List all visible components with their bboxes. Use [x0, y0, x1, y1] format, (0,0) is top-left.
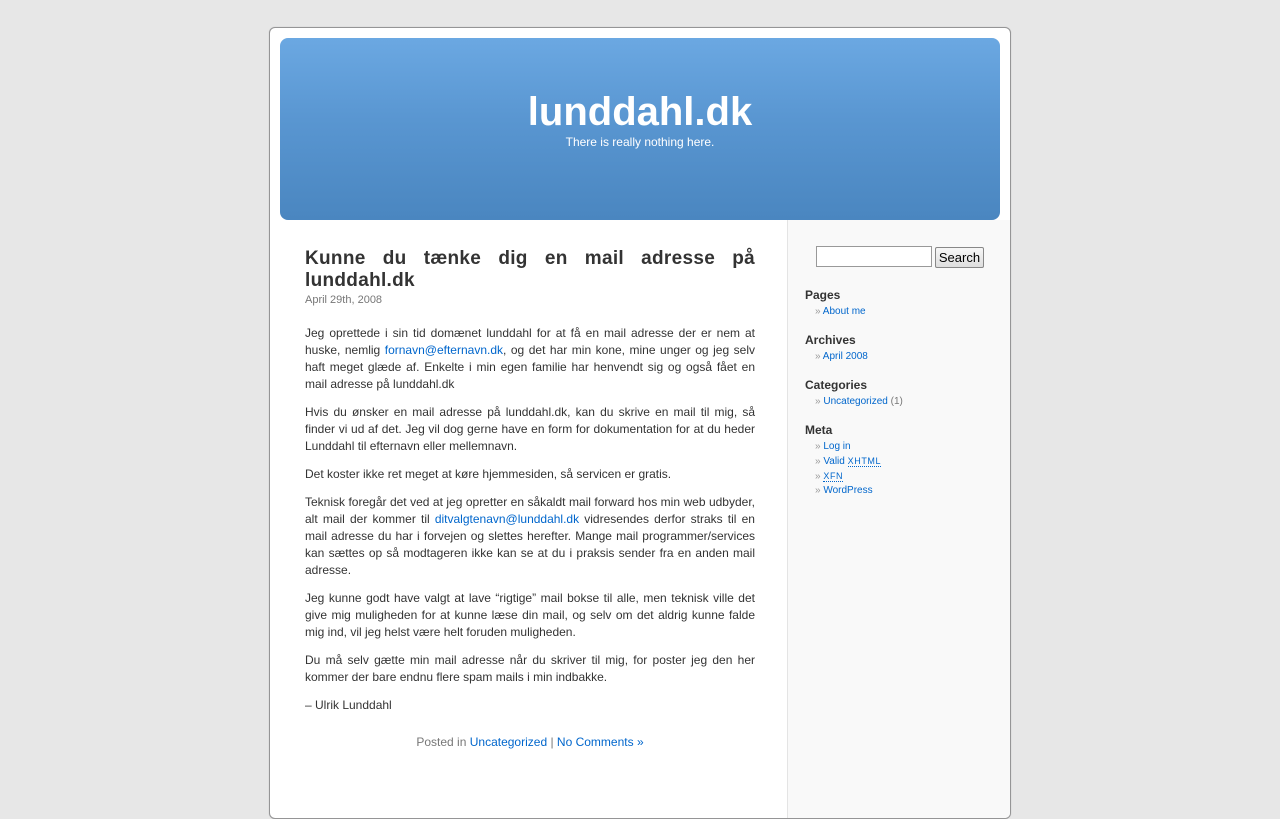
list-item: » About me: [815, 306, 866, 317]
sidebar-category-link-uncategorized[interactable]: Uncategorized: [823, 396, 888, 407]
paragraph-5: Jeg kunne godt have valgt at lave “rigtige” mail bokse til alle, men teknisk ville det give mig muligheden for at kunne læse din mail, og selv om det aldrig kunne falde mig ind, vil jeg helst være helt foruden muligheden.: [305, 591, 755, 639]
p4-text-b: vidresendes derfor straks til en mail adresse du har i forvejen og slettes herefter. Mange mail programmer/services kan sættes op så modtageren ikke kan se at du i praksis sender fra en anden mail adresse.: [305, 512, 755, 577]
list-item: » Log in: [815, 441, 851, 452]
search-input[interactable]: [816, 246, 932, 267]
post-title-link[interactable]: Kunne du tænke dig en mail adresse på: [305, 248, 755, 269]
post-title-line1[interactable]: [305, 248, 755, 270]
post-meta-prefix: Posted in: [416, 735, 470, 749]
valid-xhtml-link[interactable]: Valid XHTML: [823, 456, 882, 467]
list-item: » Uncategorized (1): [815, 396, 903, 407]
widget-pages-title: Pages: [805, 288, 841, 302]
archive-link-april-2008[interactable]: April 2008: [822, 351, 868, 362]
widget-archives-title: Archives: [805, 333, 856, 347]
paragraph-signature: – Ulrik Lunddahl: [305, 698, 392, 712]
page-container: [269, 27, 1011, 819]
login-link[interactable]: Log in: [823, 441, 851, 452]
site-header: [280, 38, 1000, 220]
paragraph-6: Du må selv gætte min mail adresse når du skriver til mig, for poster jeg den her kommer der bare endnu flere spam mails i min indbakke.: [305, 653, 755, 684]
p1-text-b: , og det har min kone, mine unger og jeg selv haft meget glæde af. Enkelte i min egen familie har henvendt sig og også fået en mail adresse på lunddahl.dk: [305, 343, 756, 391]
list-item: » Valid XHTML: [815, 456, 882, 467]
post-meta: [305, 735, 755, 749]
comments-link[interactable]: No Comments »: [556, 735, 644, 749]
xfn-link[interactable]: [823, 471, 843, 482]
post-date: April 29th, 2008: [305, 294, 383, 306]
category-count: (1): [890, 396, 903, 407]
page-link-about-me[interactable]: About me: [822, 306, 866, 317]
post-title-line2[interactable]: lunddahl.dk: [305, 270, 415, 291]
post-entry: [305, 325, 755, 714]
search-button[interactable]: Search: [935, 247, 984, 268]
paragraph-4: [305, 494, 755, 579]
widget-categories-title: Categories: [805, 378, 868, 392]
email-link-fornavn[interactable]: fornavn@efternavn.dk: [384, 343, 503, 357]
list-item: » XFN: [815, 471, 844, 482]
widget-archives: [805, 333, 995, 364]
main-content: [305, 248, 755, 749]
paragraph-1: [305, 325, 755, 393]
paragraph-2: Hvis du ønsker en mail adresse på lunddahl.dk, kan du skrive en mail til mig, så finder vi ud af det. Jeg vil dog gerne have en form for dokumentation for at du heder Lunddahl til efternavn eller mellemnavn.: [305, 405, 755, 453]
post-meta-separator: |: [547, 735, 557, 749]
widget-meta-title: Meta: [805, 423, 833, 437]
paragraph-3: Det koster ikke ret meget at køre hjemmesiden, så servicen er gratis.: [305, 467, 672, 481]
p4-text-a: Teknisk foregår det ved at jeg opretter en såkaldt mail forward hos min web udbyder, alt mail der kommer til: [305, 495, 755, 526]
xfn-abbr: XFN: [823, 471, 844, 481]
site-description: There is really nothing here.: [565, 135, 715, 149]
wordpress-link[interactable]: WordPress: [823, 485, 873, 496]
p1-text-a: Jeg oprettede i sin tid domænet lunddahl for at få en mail adresse der er nem at huske, nemlig: [305, 326, 755, 357]
email-link-ditvalgtenavn[interactable]: ditvalgtenavn@lunddahl.dk: [434, 512, 580, 526]
widget-meta: [805, 423, 995, 498]
widget-pages: [805, 288, 995, 319]
list-item: » April 2008: [815, 351, 868, 362]
site-title-link[interactable]: lunddahl.dk: [527, 90, 753, 134]
category-link-uncategorized[interactable]: Uncategorized: [469, 735, 548, 749]
xhtml-abbr: XHTML: [847, 456, 882, 466]
list-item: » WordPress: [815, 485, 873, 496]
widget-categories: [805, 378, 995, 409]
